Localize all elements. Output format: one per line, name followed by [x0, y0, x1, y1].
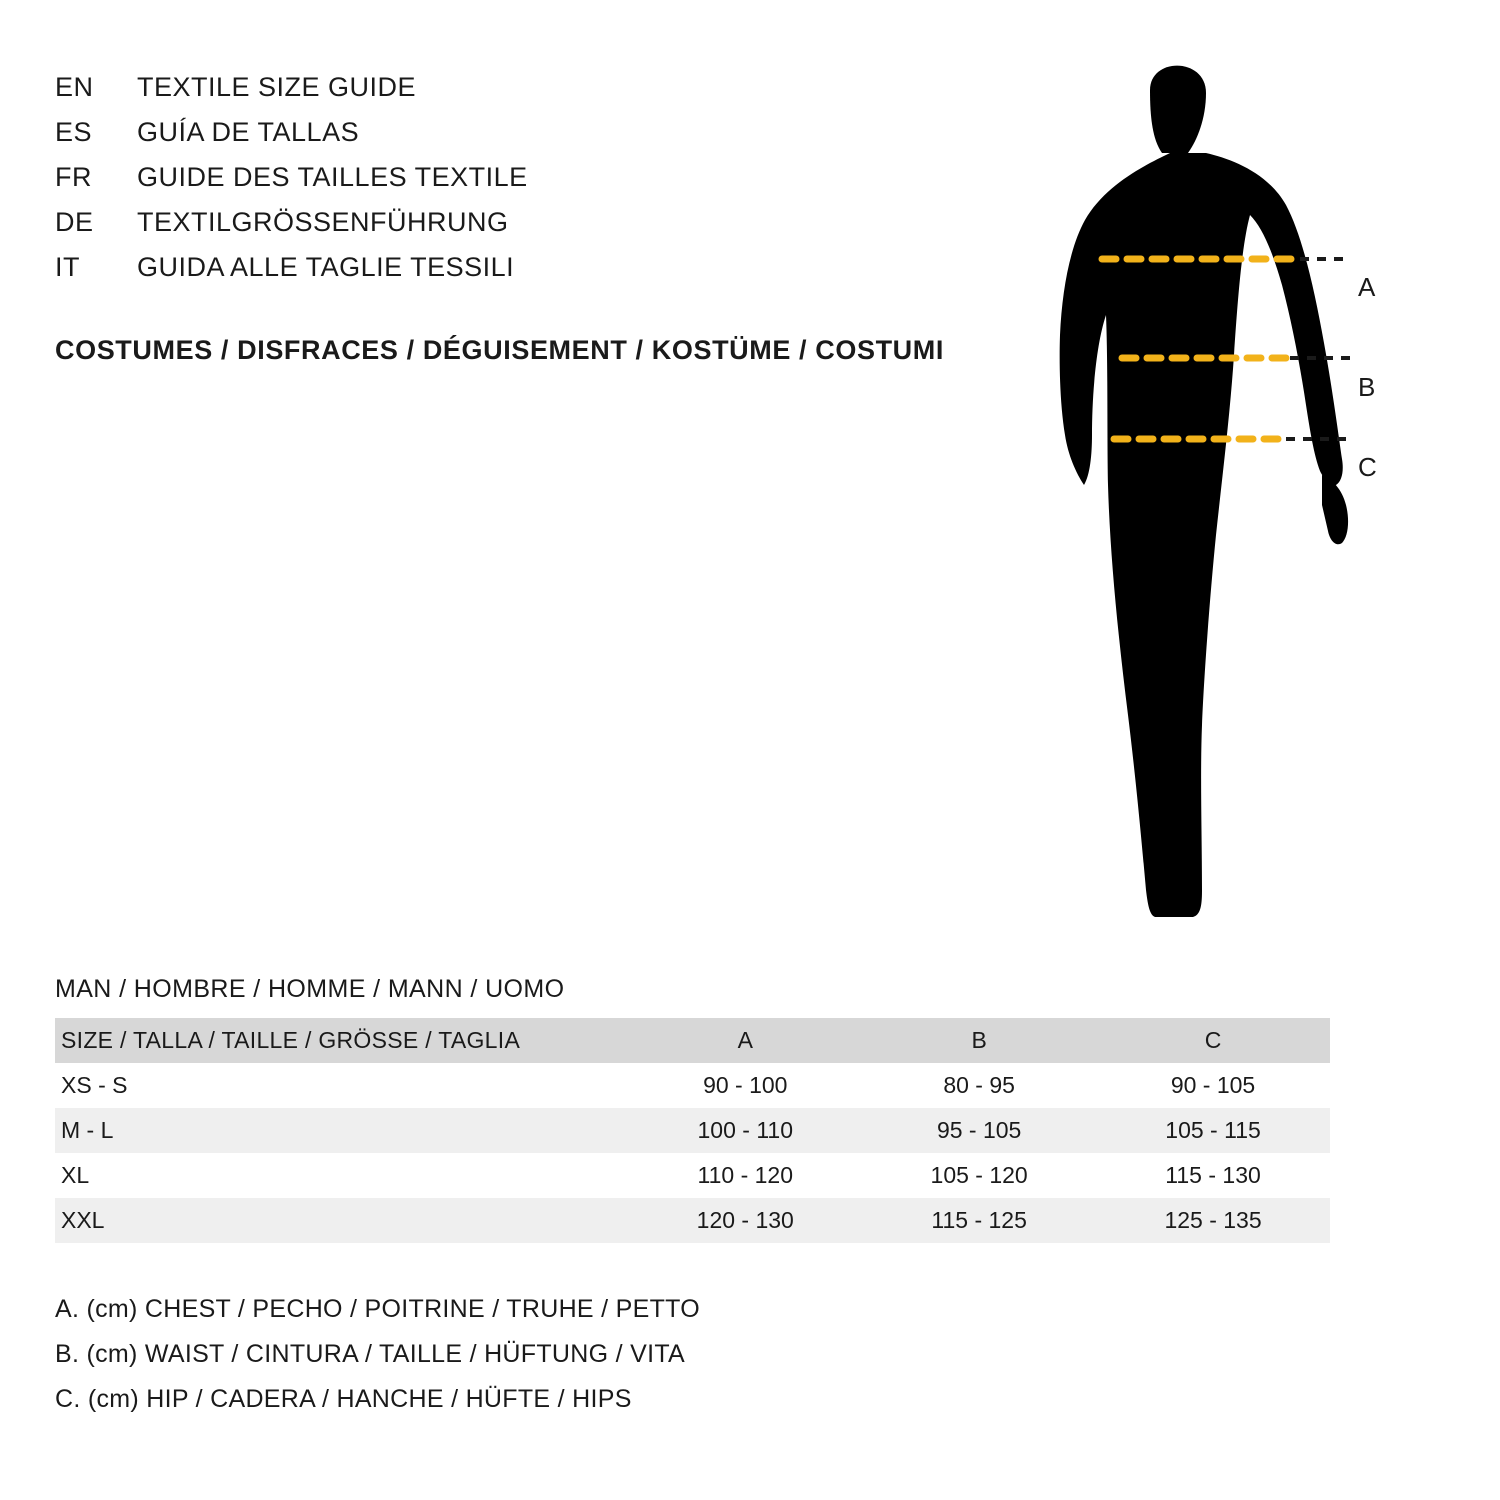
column-header-size: SIZE / TALLA / TAILLE / GRÖSSE / TAGLIA: [61, 1027, 521, 1053]
size-table: [55, 1018, 1330, 1243]
cell-hip: 115 - 130: [1165, 1162, 1261, 1188]
cell-waist: 115 - 125: [931, 1207, 1027, 1233]
language-title: TEXTILGRÖSSENFÜHRUNG: [137, 207, 509, 237]
language-row: [55, 72, 995, 117]
column-header-b: B: [971, 1027, 987, 1053]
size-table-body: [55, 1063, 1330, 1243]
language-row: [55, 252, 995, 297]
cell-waist: 95 - 105: [936, 1117, 1022, 1143]
language-code: ES: [55, 117, 93, 147]
cell-hip: 105 - 115: [1165, 1117, 1261, 1143]
legend-hip: C. (cm) HIP / CADERA / HANCHE / HÜFTE / HIPS: [55, 1385, 632, 1413]
figure-body: [1060, 153, 1343, 917]
language-title: GUÍA DE TALLAS: [137, 117, 360, 147]
costume-category-line: COSTUMES / DISFRACES / DÉGUISEMENT / KOSTÜME / COSTUMI: [55, 335, 944, 365]
table-row: [55, 1108, 1330, 1153]
cell-chest: 110 - 120: [697, 1162, 793, 1188]
language-row: [55, 207, 995, 252]
legend-waist: B. (cm) WAIST / CINTURA / TAILLE / HÜFTUNG / VITA: [55, 1340, 686, 1368]
language-code: IT: [55, 252, 80, 282]
table-caption: MAN / HOMBRE / HOMME / MANN / UOMO: [55, 975, 565, 1003]
table-header-row: [55, 1018, 1330, 1063]
marker-a-label: A: [1358, 272, 1376, 302]
body-figure: [1010, 35, 1430, 935]
language-row: [55, 117, 995, 162]
language-title: TEXTILE SIZE GUIDE: [137, 72, 417, 102]
silhouette-svg: [1010, 35, 1430, 935]
figure-head: [1150, 66, 1206, 153]
language-list: [55, 72, 995, 297]
size-table-head: [55, 1018, 1330, 1063]
cell-chest: 120 - 130: [696, 1207, 794, 1233]
cell-hip: 90 - 105: [1170, 1072, 1256, 1098]
table-row: [55, 1198, 1330, 1243]
marker-c-label: C: [1358, 452, 1378, 482]
language-title: GUIDE DES TAILLES TEXTILE: [137, 162, 528, 192]
measurement-legend: [55, 1295, 1055, 1430]
cell-waist: 105 - 120: [930, 1162, 1028, 1188]
legend-chest: A. (cm) CHEST / PECHO / POITRINE / TRUHE / PETTO: [55, 1295, 701, 1323]
cell-size: M - L: [61, 1117, 114, 1143]
cell-chest: 90 - 100: [703, 1072, 788, 1098]
language-code: FR: [55, 162, 92, 192]
cell-size: XS - S: [61, 1072, 128, 1098]
language-title: GUIDA ALLE TAGLIE TESSILI: [137, 252, 515, 282]
column-header-a: A: [737, 1027, 753, 1053]
table-row: [55, 1153, 1330, 1198]
cell-hip: 125 - 135: [1164, 1207, 1262, 1233]
language-row: [55, 162, 995, 207]
cell-size: XL: [61, 1162, 90, 1188]
language-code: DE: [55, 207, 94, 237]
cell-chest: 100 - 110: [697, 1117, 793, 1143]
cell-size: XXL: [61, 1207, 105, 1233]
marker-b-label: B: [1358, 372, 1376, 402]
language-code: EN: [55, 72, 94, 102]
table-row: [55, 1063, 1330, 1108]
cell-waist: 80 - 95: [943, 1072, 1015, 1098]
figure-hand: [1322, 475, 1348, 544]
size-table-section: [55, 975, 1385, 1243]
column-header-c: C: [1204, 1027, 1222, 1053]
